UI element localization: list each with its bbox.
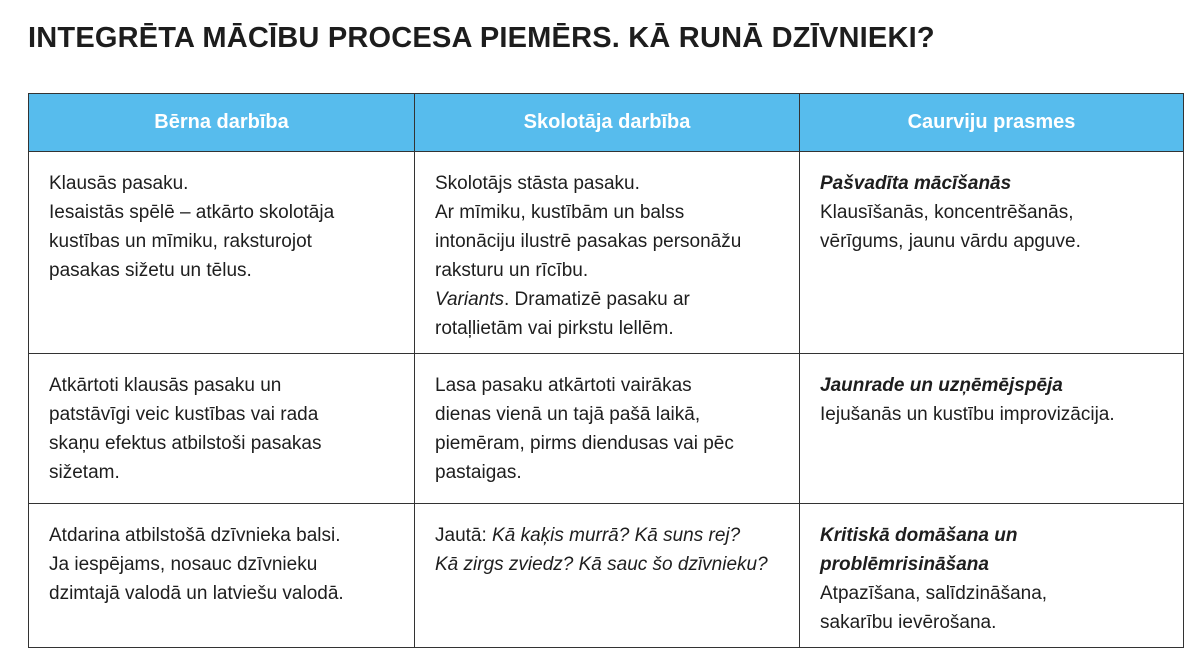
teacher-activity-cell [415,504,800,648]
teacher-activity-cell [415,152,800,354]
text-line: Klausās pasaku. [49,173,189,194]
skill-heading: Jaunrade un uzņēmējspēja [820,375,1063,396]
text-line: Atdarina atbilstošā dzīvnieka balsi. [49,525,341,546]
column-header-child-activity: Bērna darbība [29,94,415,152]
text-line: vērīgums, jaunu vārdu apguve. [820,231,1081,252]
text-line: sižetam. [49,462,120,483]
text-line: Ja iespējams, nosauc dzīvnieku [49,554,318,575]
text-line: dienas vienā un tajā pašā laikā, [435,404,701,425]
text-line: Iejušanās un kustību improvizācija. [820,404,1115,425]
skills-cell [800,504,1184,648]
table-row [29,152,1184,354]
column-header-transversal-skills: Caurviju prasmes [800,94,1184,152]
skills-cell [800,152,1184,354]
table-row [29,354,1184,504]
text-line: Atpazīšana, salīdzināšana, [820,583,1048,604]
child-activity-cell [29,152,415,354]
text-line: raksturu un rīcību. [435,260,589,281]
text-line: sakarību ievērošana. [820,612,997,633]
variant-line [435,285,781,314]
child-activity-cell [29,354,415,504]
table-header-row [29,94,1184,152]
text-line: patstāvīgi veic kustības vai rada [49,404,319,425]
child-activity-cell [29,504,415,648]
text-line: Ar mīmiku, kustībām un balss [435,202,685,223]
text-line: Lasa pasaku atkārtoti vairākas [435,375,692,396]
text-line: pastaigas. [435,462,522,483]
variant-text: . Dramatizē pasaku ar [504,289,690,310]
text-line: Iesaistās spēlē – atkārto skolotāja [49,202,335,223]
question-line [435,521,781,550]
text-line: skaņu efektus atbilstoši pasakas [49,433,322,454]
text-line: pasakas sižetu un tēlus. [49,260,252,281]
text-line: Klausīšanās, koncentrēšanās, [820,202,1074,223]
variant-label: Variants [435,289,504,310]
text-line: intonāciju ilustrē pasakas personāžu [435,231,742,252]
skills-cell [800,354,1184,504]
text-line: kustības un mīmiku, raksturojot [49,231,312,252]
text-line: dzimtajā valodā un latviešu valodā. [49,583,344,604]
lesson-table [28,93,1184,648]
question-text: Kā kaķis murrā? Kā suns rej? [492,525,741,546]
teacher-activity-cell [415,354,800,504]
page-title: INTEGRĒTA MĀCĪBU PROCESA PIEMĒRS. KĀ RUNĀ DZĪVNIEKI? [28,22,935,54]
column-header-teacher-activity: Skolotāja darbība [415,94,800,152]
skill-heading: Pašvadīta mācīšanās [820,173,1012,194]
text-line: Skolotājs stāsta pasaku. [435,173,640,194]
text-line: piemēram, pirms diendusas vai pēc [435,433,734,454]
question-text: Kā zirgs zviedz? Kā sauc šo dzīvnieku? [435,554,768,575]
skill-heading: problēmrisināšana [820,554,989,575]
question-prefix: Jautā: [435,525,493,546]
skill-heading: Kritiskā domāšana un [820,525,1018,546]
text-line: rotaļlietām vai pirkstu lellēm. [435,318,674,339]
text-line: Atkārtoti klausās pasaku un [49,375,282,396]
table-row [29,504,1184,648]
